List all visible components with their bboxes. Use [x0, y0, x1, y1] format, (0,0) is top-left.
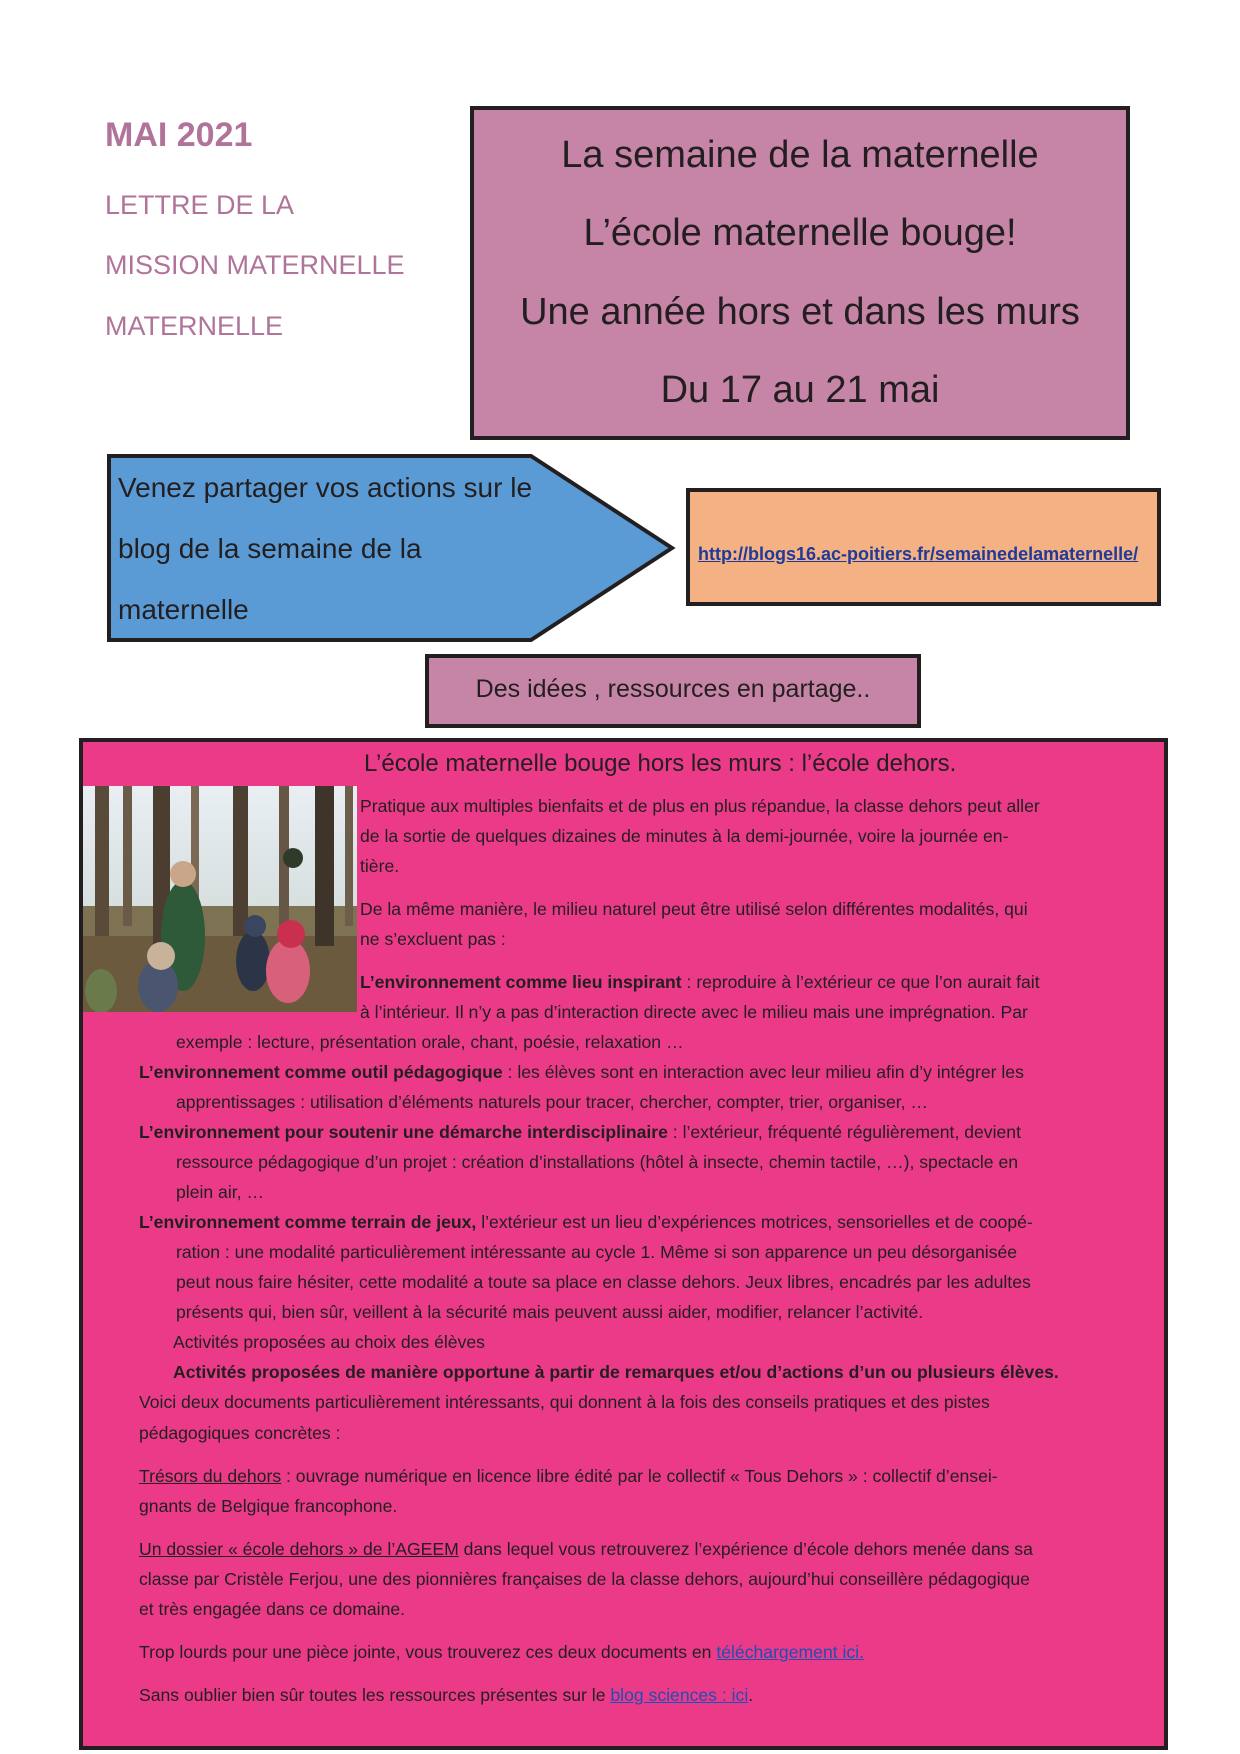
- activity-opportune: Activités proposées de manière opportune à partir de remarques et/ou d’actions d’un ou plusieurs élèves.: [173, 1362, 1059, 1382]
- activity-choice: Activités proposées au choix des élèves: [173, 1332, 485, 1352]
- docs-intro-line-2: pédagogiques concrètes :: [139, 1423, 341, 1443]
- doc-tresors-line-1: Trésors du dehors : ouvrage numérique en licence libre édité par le collectif « Tous Dehors » : collectif d’ensei-: [139, 1466, 998, 1486]
- env-jeux-heading: L’environnement comme terrain de jeux,: [139, 1212, 477, 1232]
- title-box: [470, 106, 1130, 440]
- milieu-line-2: ne s’excluent pas :: [360, 929, 506, 949]
- download-link[interactable]: téléchargement ici.: [716, 1642, 865, 1662]
- tresors-link[interactable]: Trésors du dehors: [139, 1466, 282, 1486]
- download-line: Trop lourds pour une pièce jointe, vous trouverez ces deux documents en téléchargement ici.: [139, 1642, 865, 1662]
- ageem-link[interactable]: Un dossier « école dehors » de l’AGEEM: [139, 1539, 459, 1559]
- env-jeux-line-3: peut nous faire hésiter, cette modalité a toute sa place en classe dehors. Jeux libres, encadrés par les adultes: [176, 1272, 1031, 1292]
- env-jeux-line-1: L’environnement comme terrain de jeux, l’extérieur est un lieu d’expériences motrices, sensorielles et de coopé-: [139, 1212, 1033, 1232]
- milieu-line-1: De la même manière, le milieu naturel peut être utilisé selon différentes modalités, qui: [360, 899, 1028, 919]
- env-outil-line-1: L’environnement comme outil pédagogique : les élèves sont en interaction avec leur milieu afin d’y intégrer les: [139, 1062, 1024, 1082]
- arrow-line-1: Venez partager vos actions sur le: [118, 472, 533, 503]
- forest-children-photo: [83, 786, 357, 1012]
- arrow-line-3: maternelle: [118, 594, 249, 625]
- env-interdisciplinaire-line-3: plein air, …: [176, 1182, 265, 1202]
- env-jeux-line-2: ration : une modalité particulièrement intéressante au cycle 1. Même si son apparence un peu désorganisée: [176, 1242, 1018, 1262]
- title-line-4: Du 17 au 21 mai: [660, 369, 940, 412]
- arrow-text: [118, 457, 588, 640]
- env-inspirant-heading: L’environnement comme lieu inspirant: [360, 972, 682, 992]
- doc-ageem-line-2: classe par Cristèle Ferjou, une des pionnières françaises de la classe dehors, aujourd’hui conseillère pédagogique: [139, 1569, 1030, 1589]
- article-title: L’école maternelle bouge hors les murs : l’école dehors.: [364, 750, 957, 777]
- env-interdisciplinaire-line-1: L’environnement pour soutenir une démarche interdisciplinaire : l’extérieur, fréquenté régulièrement, devient: [139, 1122, 1021, 1142]
- header-line-1: LETTRE DE LA: [105, 190, 295, 220]
- doc-ageem-line-3: et très engagée dans ce domaine.: [139, 1599, 406, 1619]
- blog-link-box: [686, 488, 1161, 606]
- env-outil-heading: L’environnement comme outil pédagogique: [139, 1062, 503, 1082]
- env-inspirant-line-1: L’environnement comme lieu inspirant : reproduire à l’extérieur ce que l’on aurait fait: [360, 972, 1040, 992]
- env-inspirant-line-3: exemple : lecture, présentation orale, chant, poésie, relaxation …: [176, 1032, 684, 1052]
- header-line-2: MISSION MATERNELLE: [105, 250, 405, 280]
- title-line-3: Une année hors et dans les murs: [520, 290, 1080, 333]
- sciences-line: Sans oublier bien sûr toutes les ressources présentes sur le blog sciences : ici.: [139, 1685, 754, 1705]
- env-interdisciplinaire-line-2: ressource pédagogique d’un projet : création d’installations (hôtel à insecte, chemin tactile, …), spectacle en: [176, 1152, 1019, 1172]
- env-inspirant-line-2: à l’intérieur. Il n’y a pas d’interaction directe avec le milieu mais une imprégnation. Par: [360, 1002, 1028, 1022]
- doc-ageem-line-1: Un dossier « école dehors » de l’AGEEM dans lequel vous retrouverez l’expérience d’école dehors menée dans sa: [139, 1539, 1033, 1559]
- env-outil-line-2: apprentissages : utilisation d’éléments naturels pour tracer, chercher, compter, trier, organiser, …: [176, 1092, 929, 1112]
- intro-line-2: de la sortie de quelques dizaines de minutes à la demi-journée, voire la journée en-: [360, 826, 1009, 846]
- arrow-line-2: blog de la semaine de la: [118, 533, 422, 564]
- env-interdisciplinaire-heading: L’environnement pour soutenir une démarche interdisciplinaire: [139, 1122, 668, 1142]
- header-line-3: MATERNELLE: [105, 311, 284, 341]
- title-line-1: La semaine de la maternelle: [561, 133, 1039, 176]
- title-line-2: L’école maternelle bouge!: [583, 212, 1017, 255]
- env-jeux-line-4: présents qui, bien sûr, veillent à la sécurité mais peuvent aussi aider, modifier, relancer l’activité.: [176, 1302, 924, 1322]
- docs-intro-line-1: Voici deux documents particulièrement intéressants, qui donnent à la fois des conseils pratiques et des pistes: [139, 1392, 990, 1412]
- ideas-box: Des idées , ressources en partage..: [425, 654, 921, 728]
- newsletter-date: MAI 2021: [105, 116, 253, 154]
- intro-line-3: tière.: [360, 856, 400, 876]
- blog-link[interactable]: http://blogs16.ac-poitiers.fr/semainedelamaternelle/: [698, 544, 1139, 564]
- doc-tresors-line-2: gnants de Belgique francophone.: [139, 1496, 398, 1516]
- sciences-blog-link[interactable]: blog sciences : ici: [610, 1685, 749, 1705]
- intro-line-1: Pratique aux multiples bienfaits et de plus en plus répandue, la classe dehors peut aller: [360, 796, 1040, 816]
